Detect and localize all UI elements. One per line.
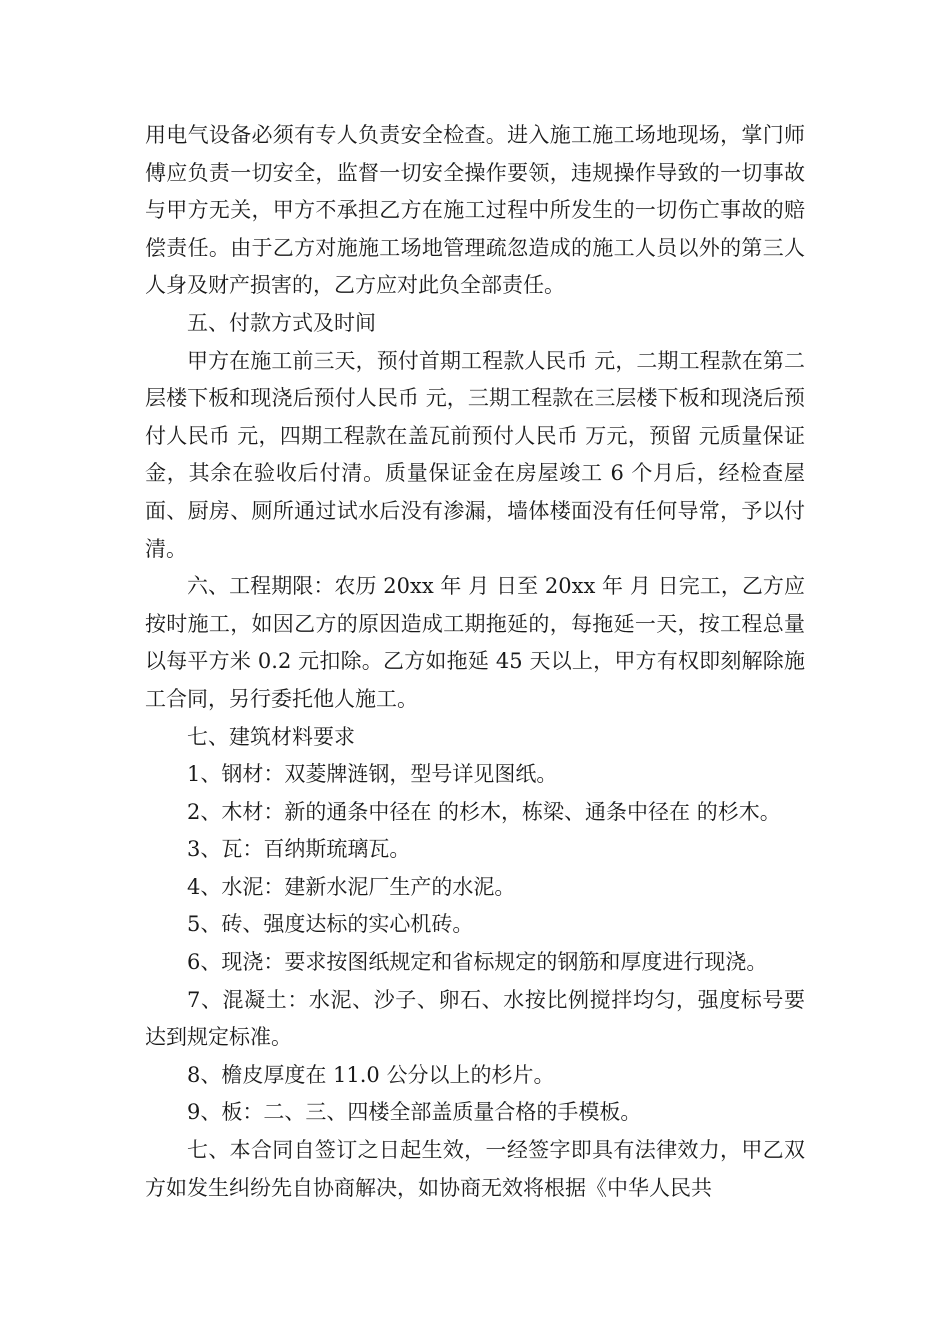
document-page	[145, 117, 805, 1207]
heading-materials: 七、建筑材料要求	[187, 724, 355, 749]
paragraph-payment: 甲方在施工前三天，预付首期工程款人民币 元，二期工程款在第二层楼下板和现浇后预付人民币 元，三期工程款在三层楼下板和现浇后预付人民币 元，四期工程款在盖瓦前预付人民币 万元，预留 元质量保证金，其余在验收后付清。质量保证金在房屋竣工 6 个月后，经检查屋面、厨房、厕所通过试水后没有渗漏，墙体楼面没有任何导常，予以付清。	[145, 348, 805, 561]
list-item-steel: 1、钢材：双菱牌涟钢，型号详见图纸。	[187, 762, 558, 787]
paragraph-effective: 七、本合同自签订之日起生效，一经签字即具有法律效力，甲乙双方如发生纠纷先自协商解决，如协商无效将根据《中华人民共	[145, 1138, 805, 1200]
list-item-wood: 2、木材：新的通条中径在 的杉木，栋梁、通条中径在 的杉木。	[187, 799, 781, 824]
list-item-brick: 5、砖、强度达标的实心机砖。	[187, 912, 474, 937]
paragraph-safety-continued: 用电气设备必须有专人负责安全检查。进入施工施工场地现场，掌门师傅应负责一切安全，监督一切安全操作要领，违规操作导致的一切事故与甲方无关，甲方不承担乙方在施工过程中所发生的一切伤亡事故的赔偿责任。由于乙方对施施工场地管理疏忽造成的施工人员以外的第三人人身及财产损害的，乙方应对此负全部责任。	[145, 123, 805, 298]
list-item-tile: 3、瓦：百纳斯琉璃瓦。	[187, 837, 411, 862]
list-item-eaves: 8、檐皮厚度在 11.0 公分以上的杉片。	[187, 1062, 555, 1087]
heading-payment: 五、付款方式及时间	[187, 310, 376, 335]
list-item-concrete: 7、混凝土：水泥、沙子、卵石、水按比例搅拌均匀，强度标号要达到规定标准。	[145, 987, 805, 1050]
paragraph-schedule: 六、工程期限：农历 20xx 年 月 日至 20xx 年 月 日完工，乙方应按时施工，如因乙方的原因造成工期拖延的，每拖延一天，按工程总量以每平方米 0.2 元扣除。乙方如拖延 45 天以上，甲方有权即刻解除施工合同，另行委托他人施工。	[145, 574, 805, 711]
list-item-cast: 6、现浇：要求按图纸规定和省标规定的钢筋和厚度进行现浇。	[187, 950, 768, 975]
list-item-cement: 4、水泥：建新水泥厂生产的水泥。	[187, 874, 516, 899]
list-item-board: 9、板：二、三、四楼全部盖质量合格的手模板。	[187, 1100, 642, 1125]
